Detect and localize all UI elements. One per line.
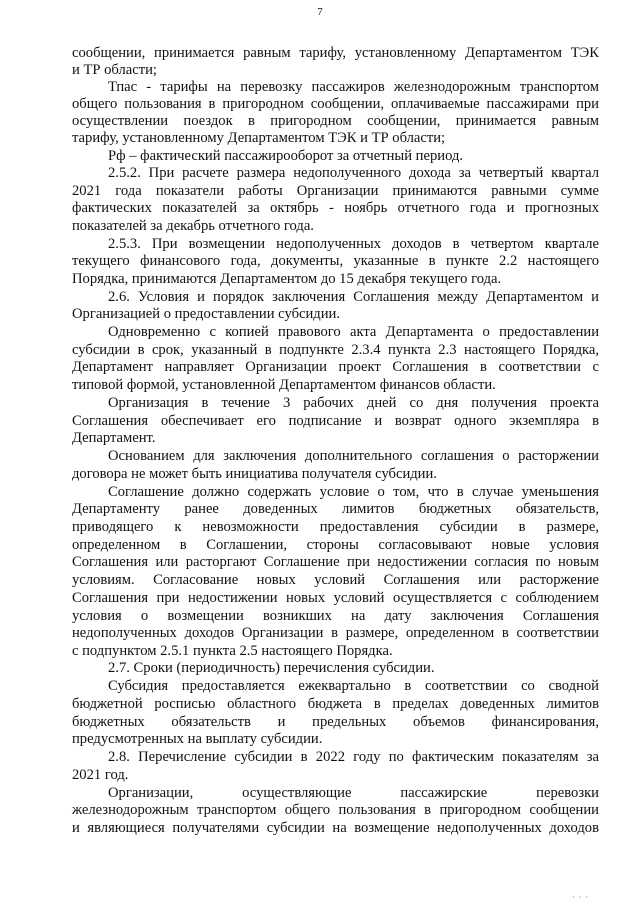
text-line: Соглашения при недостижении новых условий осуществляется с соблюдением	[72, 590, 599, 606]
text-line: фактических показателей за октябрь - ноябрь отчетного года и прогнозных	[72, 200, 599, 216]
text-line: Организации, осуществляющие пассажирские перевозки	[108, 785, 599, 801]
text-line: железнодорожным транспортом общего пользования в пригородном сообщении	[72, 802, 599, 818]
text-line: и являющиеся получателями субсидии на возмещение недополученных доходов	[72, 820, 599, 836]
text-line: бюджетной росписью областного бюджета в пределах доведенных лимитов	[72, 696, 599, 712]
text-line: бюджетных обязательств и предельных объемов финансирования,	[72, 714, 599, 730]
text-line: с подпунктом 2.5.1 пункта 2.5 настоящего Порядка.	[72, 643, 393, 659]
text-line: и ТР области;	[72, 62, 157, 78]
text-line: Рф – фактический пассажирооборот за отчетный период.	[108, 148, 464, 164]
text-line: Порядка, принимаются Департаментом до 15 декабря текущего года.	[72, 271, 502, 287]
footer-marks: · · ·	[572, 893, 589, 902]
text-line: текущего финансового года, документы, указанные в пункте 2.2 настоящего	[72, 253, 599, 269]
text-line: 2021 год.	[72, 767, 129, 783]
text-line: недополученных доходов Организации в размере, определенном в соответствии	[72, 625, 599, 641]
text-line: условия о возмещении возникших на дату заключения Соглашения	[72, 608, 599, 624]
text-line: Департамент.	[72, 430, 156, 446]
text-line: 2.7. Сроки (периодичность) перечисления субсидии.	[108, 660, 435, 676]
text-line: Организацией о предоставлении субсидии.	[72, 306, 340, 322]
text-line: 2.6. Условия и порядок заключения Соглашения между Департаментом и	[108, 289, 599, 305]
text-line: типовой формой, установленной Департаментом финансов области.	[72, 377, 496, 393]
text-line: Департаменту ранее доведенных лимитов бюджетных обязательств,	[72, 501, 599, 517]
text-line: Тпас - тарифы на перевозку пассажиров железнодорожным транспортом	[108, 79, 599, 95]
text-line: договора не может быть инициатива получателя субсидии.	[72, 466, 437, 482]
text-line: условиям. Согласование новых условий Соглашения или расторжение	[72, 572, 599, 588]
text-line: приводящего к невозможности предоставления субсидии в размере,	[72, 519, 599, 535]
text-line: 2021 года показатели работы Организации принимаются равными сумме	[72, 183, 599, 199]
page-number: 7	[317, 6, 323, 18]
text-line: общего пользования в пригородном сообщении, оплачиваемые пассажирами при	[72, 96, 599, 112]
text-line: Одновременно с копией правового акта Департамента о предоставлении	[108, 324, 599, 340]
text-line: Соглашения обеспечивает его подписание и возврат одного экземпляра в	[72, 413, 599, 429]
text-line: 2.5.2. При расчете размера недополученного дохода за четвертый квартал	[108, 165, 599, 181]
text-line: Департамент направляет Организации проект Соглашения в соответствии с	[72, 359, 599, 375]
text-line: тарифу, установленному Департаментом ТЭК и ТР области;	[72, 130, 446, 146]
text-line: Основанием для заключения дополнительного соглашения о расторжении	[108, 448, 599, 464]
text-line: 2.5.3. При возмещении недополученных доходов в четвертом квартале	[108, 236, 599, 252]
text-line: предусмотренных на выплату субсидии.	[72, 731, 323, 747]
text-line: Организация в течение 3 рабочих дней со дня получения проекта	[108, 395, 599, 411]
text-line: Соглашения или расторгают Соглашение при недостижении согласия по новым	[72, 554, 599, 570]
text-line: субсидии в срок, указанный в подпункте 2.3.4 пункта 2.3 настоящего Порядка,	[72, 342, 599, 358]
text-line: сообщении, принимается равным тарифу, установленному Департаментом ТЭК	[72, 45, 599, 61]
text-line: 2.8. Перечисление субсидии в 2022 году по фактическим показателям за	[108, 749, 599, 765]
text-line: определенном в Соглашении, стороны согласовывают новые условия	[72, 537, 599, 553]
text-line: Субсидия предоставляется ежеквартально в соответствии со сводной	[108, 678, 599, 694]
text-line: осуществлении поездок в пригородном сообщении, принимается равным	[72, 113, 599, 129]
text-line: показателей за декабрь отчетного года.	[72, 218, 314, 234]
text-line: Соглашение должно содержать условие о том, что в случае уменьшения	[108, 484, 599, 500]
